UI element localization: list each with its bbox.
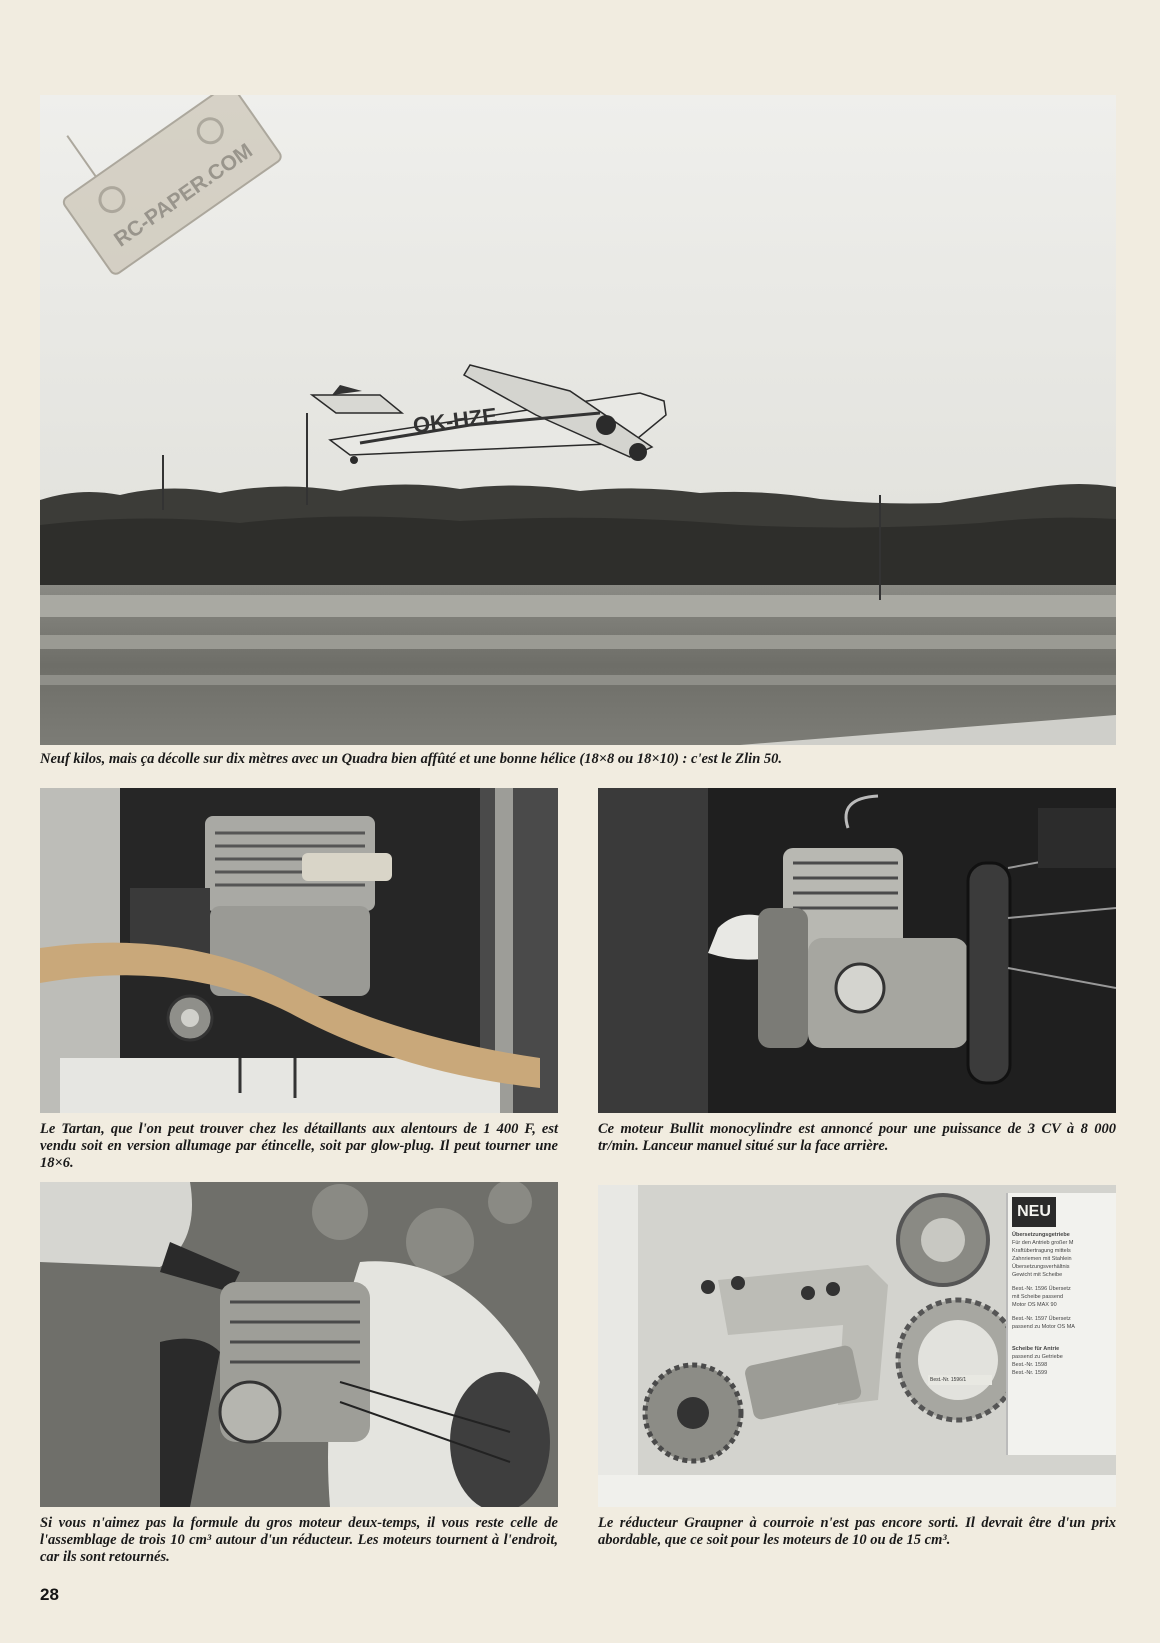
sign-line: passend zu Getriebe bbox=[1012, 1354, 1063, 1360]
neu-badge: NEU bbox=[1012, 1197, 1056, 1227]
graupner-sign-panel bbox=[1006, 1193, 1116, 1455]
sign-line: Kraftübertragung mittels bbox=[1012, 1248, 1071, 1254]
sign-line: mit Scheibe passend bbox=[1012, 1294, 1064, 1300]
sign-line: Gewicht mit Scheibe bbox=[1012, 1272, 1063, 1278]
photo-zlin-takeoff bbox=[40, 95, 1116, 745]
sign-line: passend zu Motor OS MA bbox=[1012, 1324, 1075, 1330]
caption-graupner: Le réducteur Graupner à courroie n'est pas encore sorti. Il devrait être d'un prix abordable, que ce soit pour les moteurs de 10 ou de 15 cm³. bbox=[598, 1515, 1116, 1548]
aircraft-registration: OK-HZE bbox=[411, 402, 499, 438]
sign-line: Best.-Nr. 1599 bbox=[1012, 1370, 1048, 1376]
sign-line: Best.-Nr. 1597 Übersetz bbox=[1012, 1316, 1071, 1322]
caption-zlin: Neuf kilos, mais ça décolle sur dix mètres avec un Quadra bien affûté et une bonne hélice (18×8 ou 18×10) : c'est le Zlin 50. bbox=[40, 751, 783, 767]
sign-line: Motor OS MAX 90 bbox=[1012, 1302, 1057, 1308]
sign-line: Scheibe für Antrie bbox=[1012, 1346, 1060, 1352]
sign-line: Übersetzungsverhältnis bbox=[1012, 1264, 1070, 1270]
sign-line: Best.-Nr. 1596 Übersetz bbox=[1012, 1286, 1071, 1292]
gearbox-label: Best.-Nr. 1596/1 bbox=[928, 1375, 992, 1385]
photo-graupner-reducer bbox=[598, 1185, 1116, 1507]
sign-line: Zahnriemen mit Stahlein bbox=[1012, 1256, 1072, 1262]
sign-line: Übersetzungsgetriebe bbox=[1012, 1232, 1070, 1238]
photo-triple-engine bbox=[40, 1182, 558, 1507]
photo-tartan-engine bbox=[40, 788, 558, 1113]
svg-text:RC-PAPER.COM: RC-PAPER.COM bbox=[110, 139, 257, 252]
sign-line: Für den Antrieb großer M bbox=[1012, 1240, 1074, 1246]
caption-bullit: Ce moteur Bullit monocylindre est annoncé pour une puissance de 3 CV à 8 000 tr/min. Lanceur manuel situé sur la face arrière. bbox=[598, 1121, 1116, 1154]
caption-tartan: Le Tartan, que l'on peut trouver chez les détaillants aux alentours de 1 400 F, est vendu soit en version allumage par étincelle, soit par glow-plug. Il peut tourner une 18×6. bbox=[40, 1121, 558, 1171]
page-number: 28 bbox=[40, 1585, 59, 1604]
sign-line: Best.-Nr. 1598 bbox=[1012, 1362, 1048, 1368]
watermark-rc-paper bbox=[48, 95, 288, 275]
photo-bullit-engine bbox=[598, 788, 1116, 1113]
caption-triple: Si vous n'aimez pas la formule du gros moteur deux-temps, il vous reste celle de l'assemblage de trois 10 cm³ autour d'un réducteur. Les moteurs tournent à l'endroit, car ils sont retournés. bbox=[40, 1515, 558, 1565]
